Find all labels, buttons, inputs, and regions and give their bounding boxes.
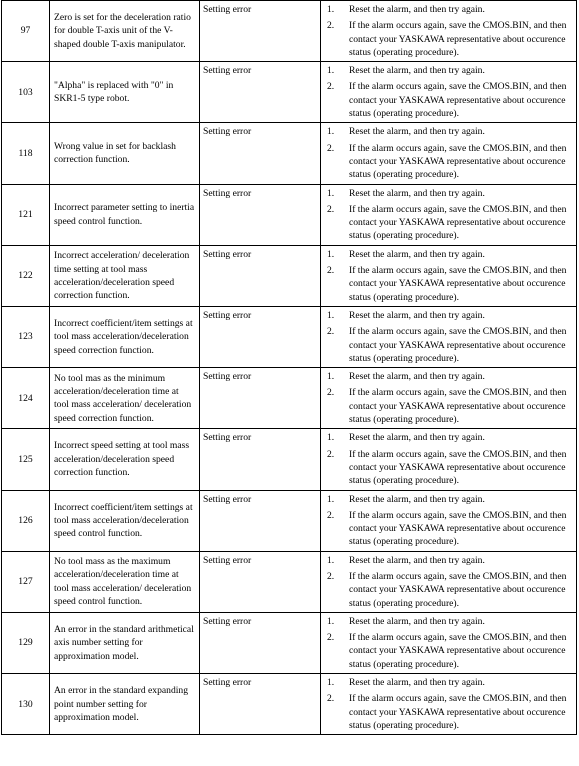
remedy-step-text: If the alarm occurs again, save the CMOS.BIN, and then contact your YASKAWA representative about occurence status (operating procedure). xyxy=(349,142,567,181)
remedy-step xyxy=(327,125,570,138)
alarm-number: 118 xyxy=(2,123,50,184)
alarm-description: Incorrect coefficient/item settings at tool mass acceleration/deceleration speed control function. xyxy=(50,490,200,551)
alarm-remedy xyxy=(321,490,577,551)
alarm-cause: Setting error xyxy=(200,62,321,123)
alarm-description: No tool mass as the maximum acceleration/deceleration time at tool mass acceleration/ deceleration speed control function. xyxy=(50,551,200,612)
alarm-description: Incorrect coefficient/item settings at tool mass acceleration/deceleration speed correction function. xyxy=(50,306,200,367)
remedy-step-text: Reset the alarm, and then try again. xyxy=(349,65,485,77)
remedy-step-number: 2. xyxy=(327,265,335,277)
alarm-description: No tool mas as the minimum acceleration/deceleration time at tool mass acceleration/ deceleration speed correction function. xyxy=(50,368,200,429)
alarm-cause: Setting error xyxy=(200,612,321,673)
table-row xyxy=(2,368,577,429)
remedy-list xyxy=(327,554,570,610)
alarm-table xyxy=(1,0,577,735)
remedy-step-number: 1. xyxy=(327,554,335,566)
remedy-step xyxy=(327,64,570,77)
table-row xyxy=(2,184,577,245)
alarm-remedy xyxy=(321,612,577,673)
table-row xyxy=(2,551,577,612)
table-row xyxy=(2,306,577,367)
alarm-cause: Setting error xyxy=(200,551,321,612)
alarm-remedy xyxy=(321,429,577,490)
remedy-step-text: If the alarm occurs again, save the CMOS.BIN, and then contact your YASKAWA representative about occurence status (operating procedure). xyxy=(349,81,567,120)
remedy-step-text: Reset the alarm, and then try again. xyxy=(349,554,485,566)
alarm-number: 123 xyxy=(2,306,50,367)
remedy-step-text: If the alarm occurs again, save the CMOS.BIN, and then contact your YASKAWA representative about occurence status (operating procedure). xyxy=(349,265,567,303)
remedy-step xyxy=(327,187,570,200)
remedy-step xyxy=(327,570,570,610)
remedy-step-text: If the alarm occurs again, save the CMOS.BIN, and then contact your YASKAWA representative about occurence status (operating procedure). xyxy=(349,20,567,58)
alarm-description: An error in the standard expanding point number setting for approximation model. xyxy=(50,674,200,735)
remedy-step-number: 2. xyxy=(327,81,335,93)
table-row xyxy=(2,674,577,735)
remedy-list xyxy=(327,309,570,365)
alarm-remedy xyxy=(321,62,577,123)
alarm-number: 127 xyxy=(2,551,50,612)
remedy-list xyxy=(327,125,570,181)
remedy-step xyxy=(327,554,570,567)
alarm-number: 121 xyxy=(2,184,50,245)
remedy-step-number: 2. xyxy=(327,326,335,338)
alarm-number: 103 xyxy=(2,62,50,123)
alarm-description: Zero is set for the deceleration ratio for double T-axis unit of the V-shaped double T-axis manipulator. xyxy=(50,1,200,62)
remedy-step-number: 2. xyxy=(327,693,335,705)
remedy-step-text: Reset the alarm, and then try again. xyxy=(349,309,485,321)
remedy-step-number: 1. xyxy=(327,248,335,260)
alarm-remedy xyxy=(321,123,577,184)
remedy-step xyxy=(327,142,570,182)
remedy-list xyxy=(327,187,570,243)
remedy-list xyxy=(327,3,570,59)
remedy-step-text: If the alarm occurs again, save the CMOS.BIN, and then contact your YASKAWA representative about occurence status (operating procedure). xyxy=(349,326,567,364)
alarm-cause: Setting error xyxy=(200,184,321,245)
remedy-step xyxy=(327,203,570,243)
remedy-step-text: If the alarm occurs again, save the CMOS.BIN, and then contact your YASKAWA representative about occurence status (operating procedure). xyxy=(349,448,567,487)
alarm-number: 124 xyxy=(2,368,50,429)
alarm-description: An error in the standard arithmetical axis number setting for approximation model. xyxy=(50,612,200,673)
alarm-description: "Alpha" is replaced with "0" in SKR1-5 type robot. xyxy=(50,62,200,123)
remedy-step-text: Reset the alarm, and then try again. xyxy=(349,248,485,260)
remedy-step-number: 2. xyxy=(327,203,335,215)
alarm-cause: Setting error xyxy=(200,674,321,735)
remedy-step xyxy=(327,248,570,261)
remedy-step-number: 1. xyxy=(327,4,335,15)
alarm-cause: Setting error xyxy=(200,306,321,367)
alarm-cause: Setting error xyxy=(200,429,321,490)
remedy-step xyxy=(327,631,570,671)
remedy-step-number: 1. xyxy=(327,432,335,444)
alarm-number: 97 xyxy=(2,1,50,62)
alarm-cause: Setting error xyxy=(200,490,321,551)
remedy-step-text: Reset the alarm, and then try again. xyxy=(349,432,485,444)
table-row xyxy=(2,245,577,306)
alarm-description: Incorrect speed setting at tool mass acceleration/deceleration speed correction function. xyxy=(50,429,200,490)
remedy-step xyxy=(327,309,570,322)
remedy-step xyxy=(327,80,570,120)
remedy-step-number: 2. xyxy=(327,387,335,399)
remedy-step-number: 1. xyxy=(327,65,335,77)
alarm-description: Wrong value in set for backlash correction function. xyxy=(50,123,200,184)
remedy-step-text: If the alarm occurs again, save the CMOS.BIN, and then contact your YASKAWA representative about occurence status (operating procedure). xyxy=(349,632,567,670)
remedy-step xyxy=(327,493,570,506)
remedy-step-number: 1. xyxy=(327,371,335,383)
remedy-list xyxy=(327,615,570,671)
remedy-step xyxy=(327,325,570,365)
remedy-step-number: 1. xyxy=(327,126,335,138)
remedy-step-text: Reset the alarm, and then try again. xyxy=(349,371,485,383)
alarm-number: 126 xyxy=(2,490,50,551)
remedy-list xyxy=(327,64,570,120)
remedy-step-text: Reset the alarm, and then try again. xyxy=(349,493,485,505)
remedy-step-number: 2. xyxy=(327,509,335,521)
remedy-step-text: Reset the alarm, and then try again. xyxy=(349,615,485,627)
remedy-step-text: If the alarm occurs again, save the CMOS.BIN, and then contact your YASKAWA representative about occurence status (operating procedure). xyxy=(349,509,567,548)
alarm-cause: Setting error xyxy=(200,1,321,62)
alarm-cause: Setting error xyxy=(200,123,321,184)
remedy-step xyxy=(327,370,570,383)
remedy-step-number: 1. xyxy=(327,187,335,199)
remedy-step xyxy=(327,676,570,689)
alarm-remedy xyxy=(321,245,577,306)
remedy-step xyxy=(327,448,570,488)
alarm-remedy xyxy=(321,1,577,62)
remedy-step-text: If the alarm occurs again, save the CMOS.BIN, and then contact your YASKAWA representative about occurence status (operating procedure). xyxy=(349,570,567,609)
remedy-list xyxy=(327,676,570,732)
remedy-list xyxy=(327,370,570,426)
remedy-step xyxy=(327,386,570,426)
alarm-number: 129 xyxy=(2,612,50,673)
remedy-step-text: Reset the alarm, and then try again. xyxy=(349,677,485,689)
remedy-step xyxy=(327,509,570,549)
alarm-cause: Setting error xyxy=(200,368,321,429)
alarm-number: 125 xyxy=(2,429,50,490)
remedy-step-number: 2. xyxy=(327,570,335,582)
remedy-step-number: 1. xyxy=(327,493,335,505)
alarm-table-body xyxy=(2,1,577,735)
remedy-step xyxy=(327,264,570,304)
table-row xyxy=(2,490,577,551)
table-row xyxy=(2,429,577,490)
remedy-list xyxy=(327,431,570,487)
alarm-cause: Setting error xyxy=(200,245,321,306)
alarm-number: 130 xyxy=(2,674,50,735)
remedy-step-text: Reset the alarm, and then try again. xyxy=(349,187,485,199)
remedy-step xyxy=(327,19,570,59)
remedy-step xyxy=(327,3,570,16)
table-row xyxy=(2,62,577,123)
alarm-description: Incorrect acceleration/ deceleration time setting at tool mass acceleration/deceleration speed correction function. xyxy=(50,245,200,306)
remedy-step-text: If the alarm occurs again, save the CMOS.BIN, and then contact your YASKAWA representative about occurence status (operating procedure). xyxy=(349,693,567,731)
alarm-remedy xyxy=(321,551,577,612)
remedy-step-number: 2. xyxy=(327,448,335,460)
alarm-remedy xyxy=(321,674,577,735)
remedy-list xyxy=(327,248,570,304)
remedy-step-number: 1. xyxy=(327,309,335,321)
remedy-step-text: Reset the alarm, and then try again. xyxy=(349,4,485,15)
remedy-step xyxy=(327,615,570,628)
remedy-step-text: If the alarm occurs again, save the CMOS.BIN, and then contact your YASKAWA representative about occurence status (operating procedure). xyxy=(349,387,567,426)
alarm-remedy xyxy=(321,306,577,367)
alarm-remedy xyxy=(321,368,577,429)
table-row xyxy=(2,612,577,673)
alarm-number: 122 xyxy=(2,245,50,306)
table-row xyxy=(2,1,577,62)
remedy-step-number: 1. xyxy=(327,615,335,627)
alarm-remedy xyxy=(321,184,577,245)
remedy-step-number: 2. xyxy=(327,142,335,154)
remedy-step-text: Reset the alarm, and then try again. xyxy=(349,126,485,138)
remedy-step-text: If the alarm occurs again, save the CMOS.BIN, and then contact your YASKAWA representative about occurence status (operating procedure). xyxy=(349,203,567,242)
remedy-step xyxy=(327,692,570,732)
remedy-list xyxy=(327,493,570,549)
remedy-step-number: 2. xyxy=(327,632,335,644)
remedy-step-number: 1. xyxy=(327,677,335,689)
alarm-description: Incorrect parameter setting to inertia speed control function. xyxy=(50,184,200,245)
remedy-step xyxy=(327,431,570,444)
table-row xyxy=(2,123,577,184)
remedy-step-number: 2. xyxy=(327,20,335,32)
